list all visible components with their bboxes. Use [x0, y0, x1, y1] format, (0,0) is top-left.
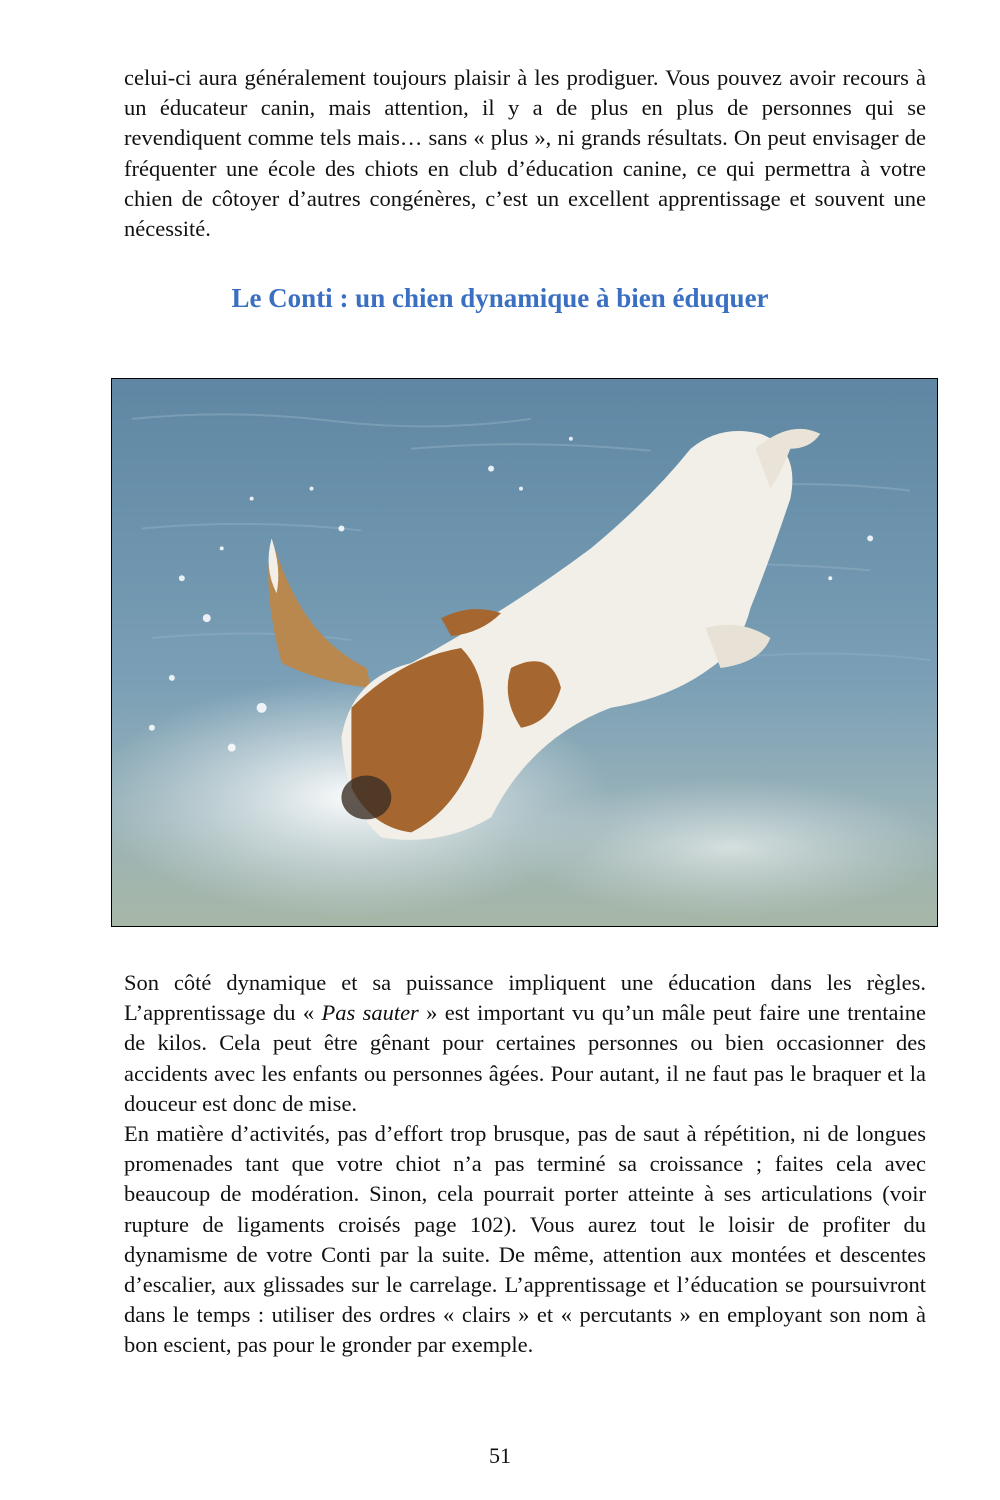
section-title: Le Conti : un chien dynamique à bien éduquer — [231, 283, 769, 313]
page-number: 51 — [489, 1443, 511, 1468]
body-text — [124, 968, 926, 1361]
body-paragraph-1-end: » est important vu qu’un mâle peut faire une trentaine de kilos. Cela peut être gênant pour certaines personnes ou bien occasionner des accidents avec les enfants ou personnes âgées. Pour autant, il ne faut pas le braquer et la douceur est donc de mise. — [124, 1000, 926, 1116]
command-pas-sauter: Pas sauter — [321, 1000, 419, 1026]
photo-illustration — [112, 379, 937, 926]
dog-jumping-in-water-photo — [111, 378, 938, 927]
body-paragraph-1-start: Son côté dynamique et sa puissance impliquent une éducation dans les règles. L’apprentissage du « — [124, 970, 926, 1026]
body-paragraph-jumping — [124, 968, 926, 1119]
water-wake — [511, 778, 937, 917]
body-paragraph-activities: En matière d’activités, pas d’effort trop brusque, pas de saut à répétition, ni de longues promenades tant que votre chiot n’a pas terminé sa croissance ; faites cela avec beaucoup de modération. Sinon, cela pourrait porter atteinte à ses articulations (voir rupture de ligaments croisés page 102). Vous aurez tout le loisir de profiter du dynamisme de votre Conti par la suite. De même, attention aux montées et descentes d’escalier, aux glissades sur le carrelage. L’apprentissage et l’éducation se poursuivront dans le temps : utiliser des ordres « clairs » et « percutants » en employant son nom à bon escient, pas pour le gronder par exemple. — [124, 1121, 926, 1358]
intro-paragraph: celui-ci aura généralement toujours plaisir à les prodiguer. Vous pouvez avoir recours à un éducateur canin, mais attention, il y a de plus en plus de personnes qui se revendiquent comme tels mais… sans « plus », ni grands résultats. On peut envisager de fréquenter une école des chiots en club d’éducation canine, ce qui permettra à votre chien de côtoyer d’autres congénères, c’est un excellent apprentissage et souvent une nécessité. — [124, 65, 926, 242]
